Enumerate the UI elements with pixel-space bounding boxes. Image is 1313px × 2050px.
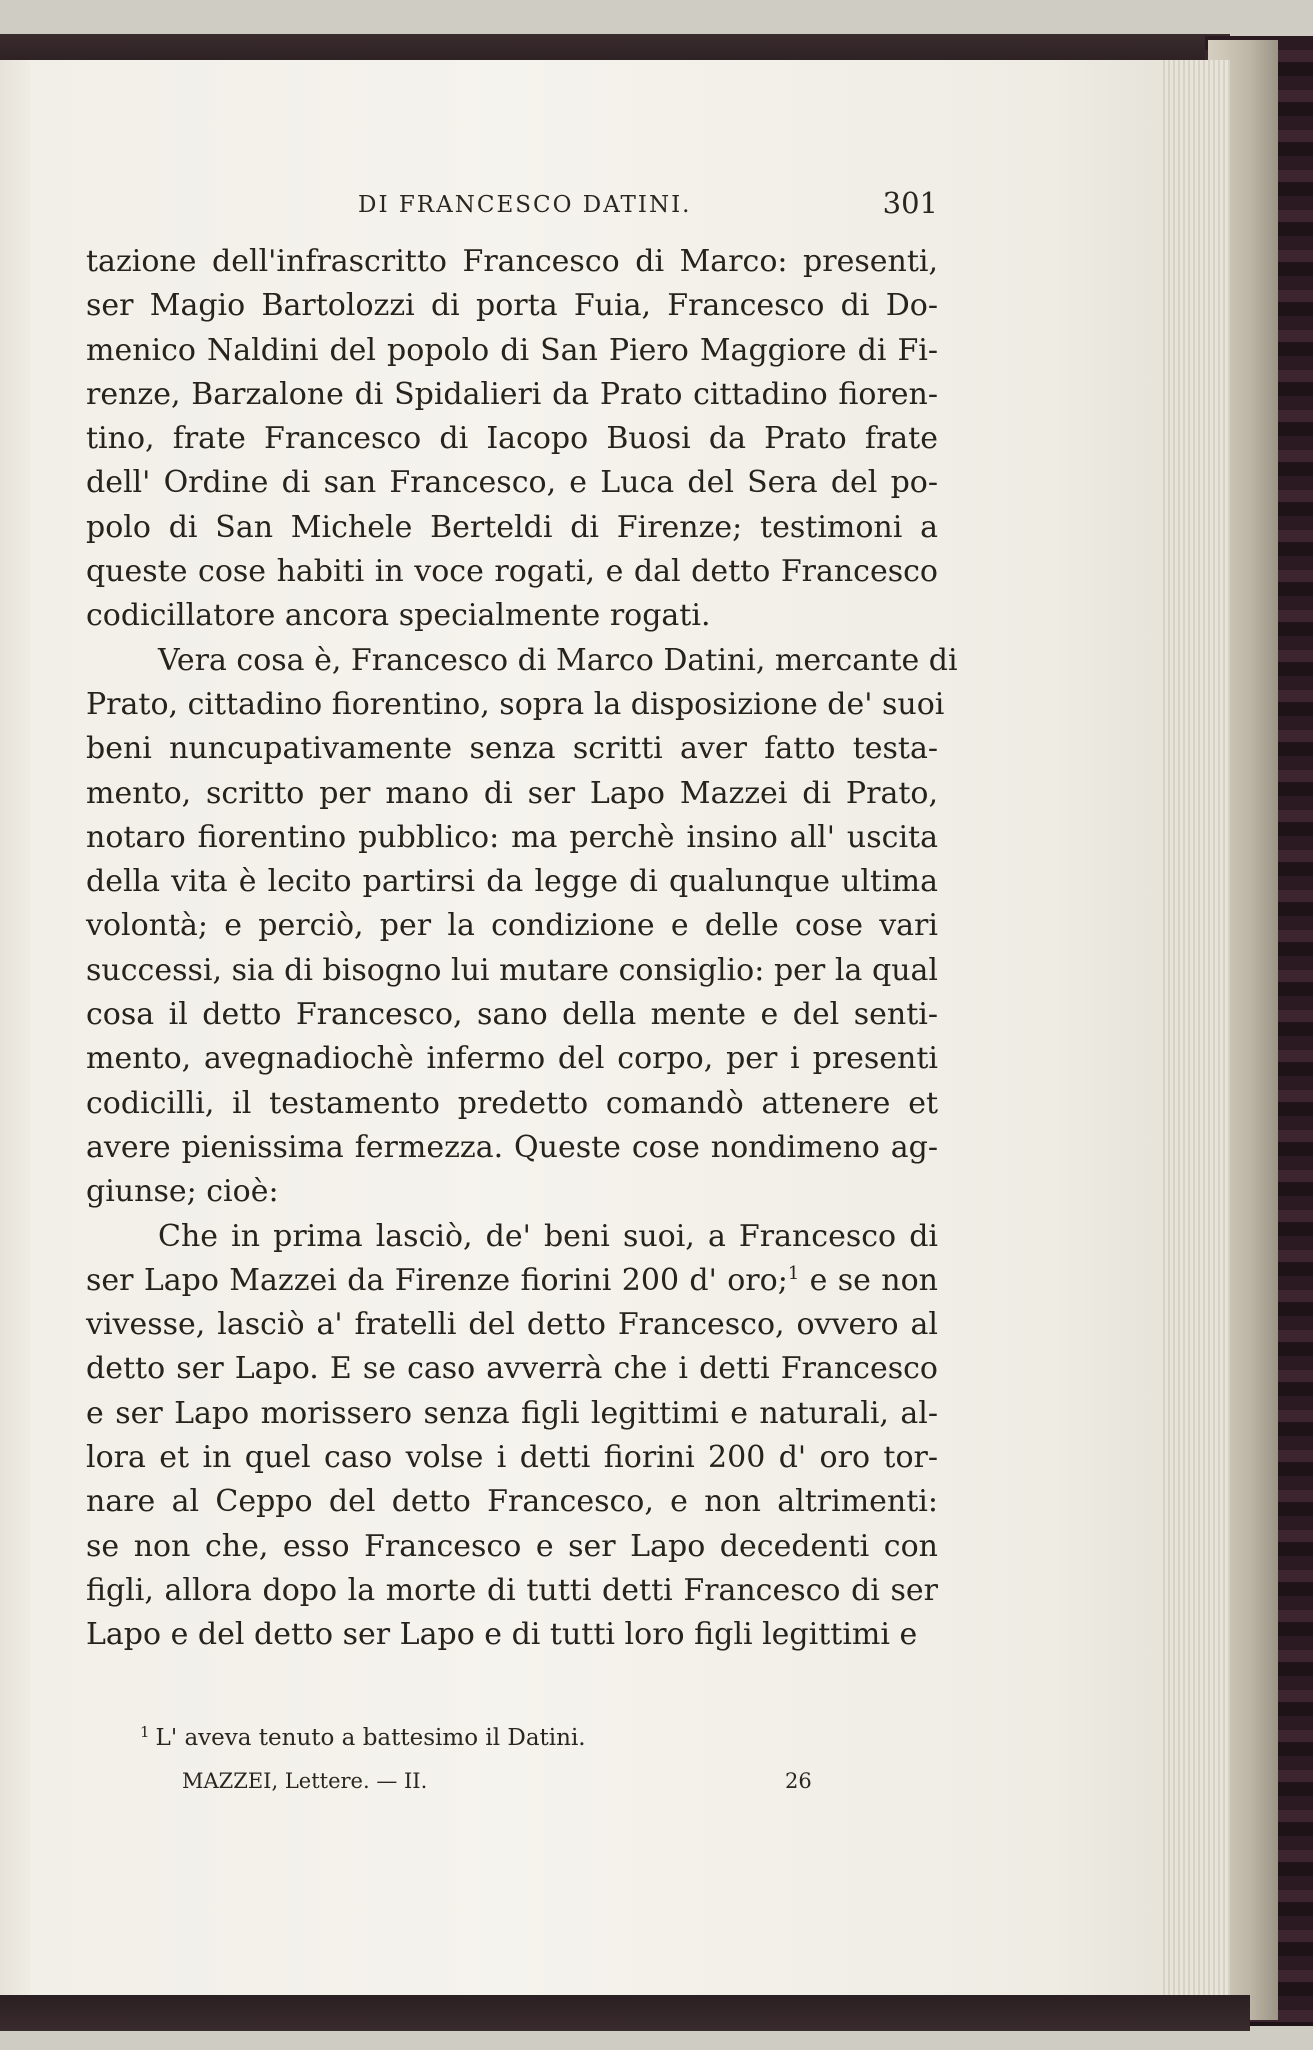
text-line: tino, frate Francesco di Iacopo Buosi da Prato frate [86, 421, 938, 457]
footnote [140, 1723, 586, 1751]
text-line: beni nuncupativamente senza scritti aver fatto testa- [86, 731, 938, 767]
text-line: Lapo e del detto ser Lapo e di tutti loro figli legittimi e [86, 1617, 918, 1653]
footnote-text: L' aveva tenuto a battesimo il Datini. [155, 1725, 586, 1751]
text-line: lora et in quel caso volse i detti fiorini 200 d' oro tor- [86, 1440, 938, 1476]
page-header [358, 186, 938, 226]
text-line: menico Naldini del popolo di San Piero Maggiore di Fi- [86, 332, 938, 368]
text-line: giunse; cioè: [86, 1174, 279, 1210]
text-line: Prato, cittadino fiorentino, sopra la disposizione de' suoi [86, 686, 945, 722]
text-line: queste cose habiti in voce rogati, e dal detto Francesco [86, 554, 938, 590]
text-line: renze, Barzalone di Spidalieri da Prato cittadino fioren- [86, 376, 938, 412]
page-stack-edges [1160, 60, 1230, 2000]
text-line: Che in prima lasciò, de' beni suoi, a Francesco di [158, 1218, 938, 1254]
previous-page-edge [0, 60, 32, 2010]
text-line: mento, scritto per mano di ser Lapo Mazzei di Prato, [86, 775, 938, 811]
text-line: tazione dell'infrascritto Francesco di Marco: presenti, [86, 244, 938, 279]
text-line: volontà; e perciò, per la condizione e delle cose vari [86, 908, 938, 944]
text-line: figli, allora dopo la morte di tutti detti Francesco di ser [86, 1572, 938, 1608]
text-line: successi, sia di bisogno lui mutare consiglio: per la qual [86, 952, 938, 988]
body-text [86, 240, 958, 1658]
signature-number: 26 [785, 1769, 812, 1793]
text-line: notaro fiorentino pubblico: ma perchè insino all' uscita [86, 819, 938, 855]
text-line: e ser Lapo morissero senza figli legittimi e naturali, al- [86, 1395, 938, 1431]
footnote-marker: 1 [140, 1723, 150, 1741]
text-line: dell' Ordine di san Francesco, e Luca del Sera del po- [86, 465, 938, 501]
text-line: polo di San Michele Berteldi di Firenze; testimoni a [86, 509, 938, 545]
text-line: detto ser Lapo. E se caso avverrà che i detti Francesco [86, 1351, 938, 1387]
footnote-ref: 1 [787, 1262, 800, 1284]
text-line: della vita è lecito partirsi da legge di qualunque ultima [86, 864, 938, 900]
signature-mark: MAZZEI, Lettere. — II. [182, 1769, 428, 1793]
text-line: ser Lapo Mazzei da Firenze fiorini 200 d' oro;$^1$ e se non [86, 1262, 938, 1298]
page-number: 301 [882, 186, 938, 220]
text-line: avere pienissima fermezza. Queste cose nondimeno ag- [86, 1129, 938, 1165]
text-line: se non che, esso Francesco e ser Lapo decedenti con [86, 1528, 938, 1564]
text-line: Vera cosa è, Francesco di Marco Datini, mercante di [158, 642, 958, 678]
running-head: DI FRANCESCO DATINI. [358, 192, 692, 218]
text-line: nare al Ceppo del detto Francesco, e non altrimenti: [86, 1484, 938, 1520]
book-binding-bottom [0, 1995, 1250, 2031]
text-line: ser Magio Bartolozzi di porta Fuia, Francesco di Do- [86, 288, 938, 324]
text-line: mento, avegnadiochè infermo del corpo, per i presenti [86, 1041, 938, 1077]
text-line: codicillatore ancora specialmente rogati. [86, 598, 711, 634]
text-line: codicilli, il testamento predetto comandò attenere et [86, 1085, 938, 1121]
text-line: cosa il detto Francesco, sano della mente e del senti- [86, 997, 938, 1033]
text-line: vivesse, lasciò a' fratelli del detto Francesco, ovvero al [86, 1307, 938, 1343]
